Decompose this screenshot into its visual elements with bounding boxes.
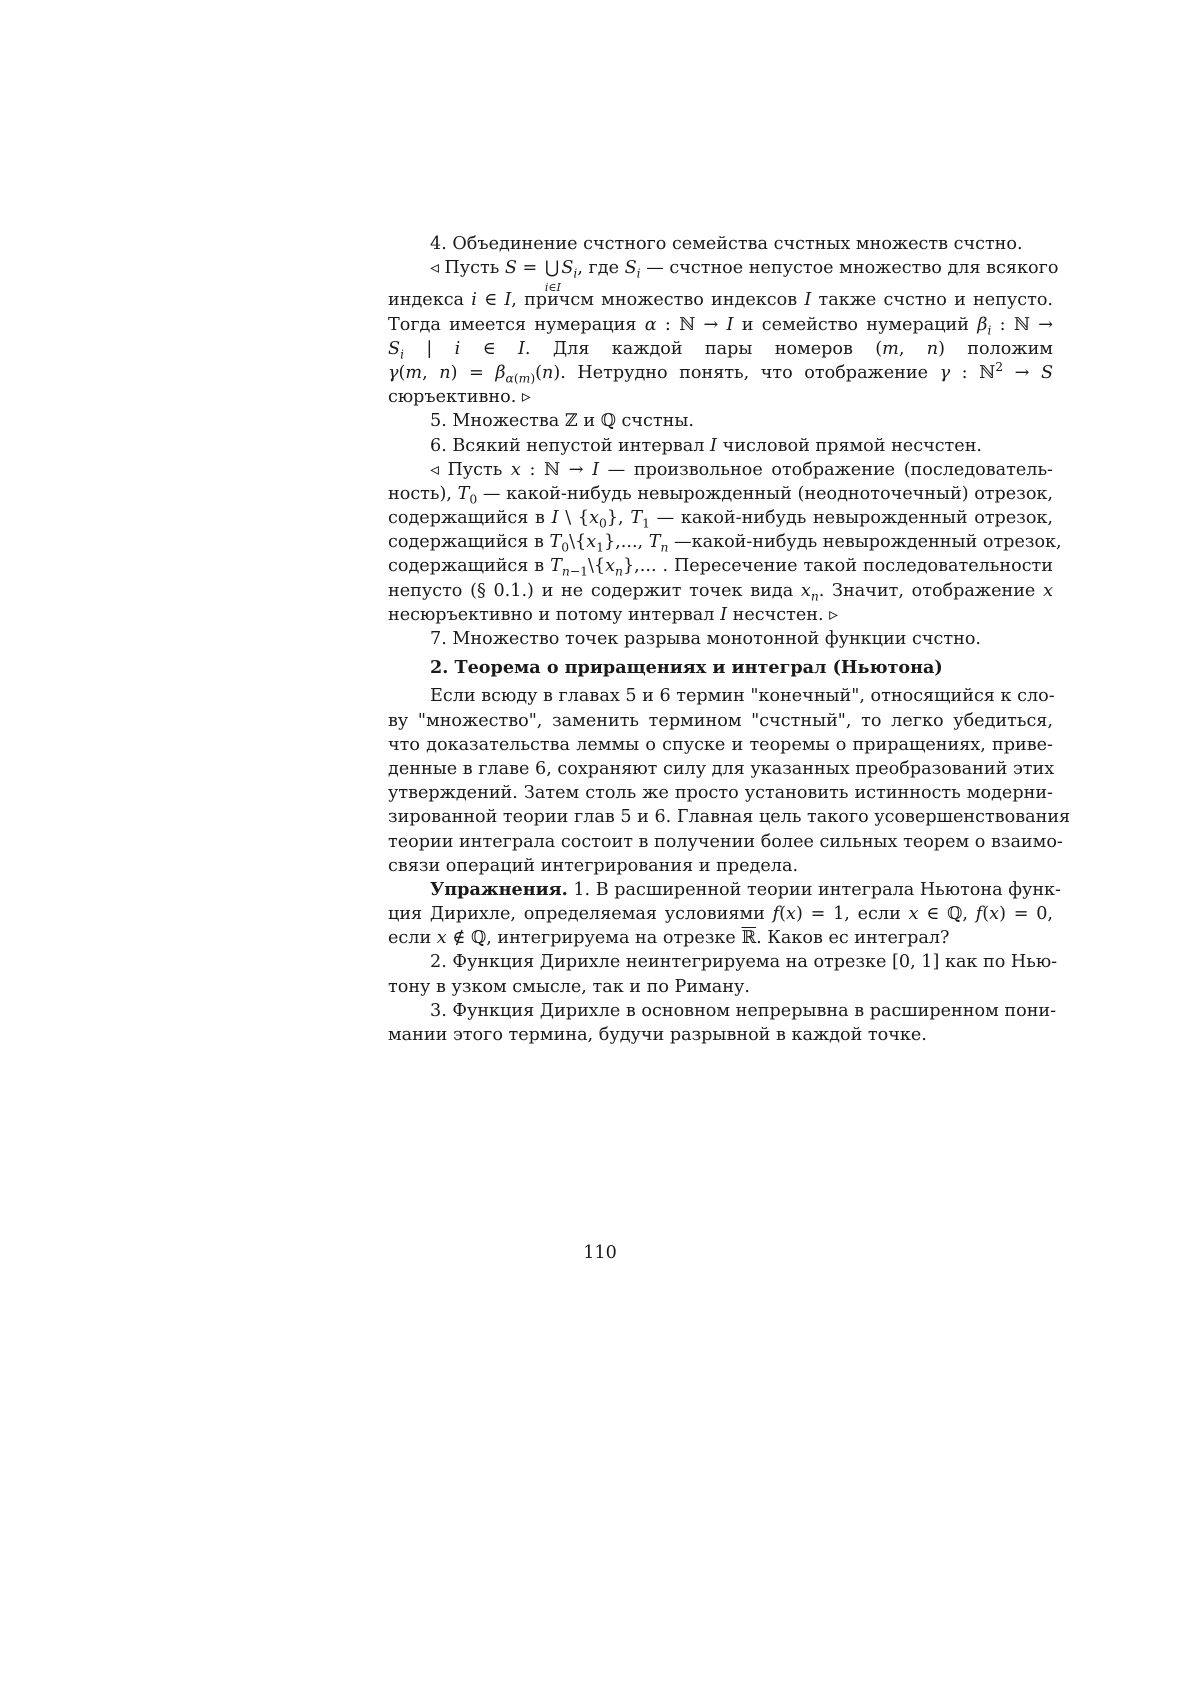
section-para-line-5: утверждений. Затем столь же просто установить истинность модерни- (388, 783, 1053, 804)
exercises-label: Упражнения. (430, 878, 568, 900)
proof-4-line-5: γ(m, $n) = \beta_{\alpha(m)}(n)$. Нетрудно понять, что отображение γ : ℕ$^2$ → S (388, 360, 1053, 386)
proof-6-line-4: содержащийся в $T_0\backslash\{x_1\}$,..., $T_n$ —какой-нибудь невырожденный отрезок, (388, 532, 1062, 555)
union-symbol: ⋃ i∈I (544, 258, 561, 295)
item-6-statement: 6. Всякий непустой интервал I числовой прямой несчстен. (430, 435, 983, 456)
section-para-line-4: денные в главе 6, сохраняют силу для указанных преобразований этих (388, 758, 1055, 779)
proof-6-line-3: содержащийся в I \ $\{x_0\}$, $T_1$ — какой-нибудь невырожденный отрезок, (388, 508, 1054, 531)
section-para-line-1: Если всюду в главах 5 и 6 термин "конечный", относящийся к сло- (430, 686, 1055, 707)
exercise-1-line-1: Упражнения. 1. В расширенной теории интеграла Ньютона функ- (430, 878, 1062, 900)
proof-6-line-5: содержащийся в $T_{n-1}\backslash\{x_n\}$,... . Пересечение такой последовательности (388, 556, 1054, 579)
exercise-1-line-3: если x ∉ ℚ, интегрируема на отрезке ℝ. Каков ес интеграл? (388, 928, 950, 949)
proof-6-line-1: ◃ Пусть x : ℕ → I — произвольное отображение (последователь- (430, 459, 1053, 480)
proof-6-line-7: несюръективно и потому интервал I несчстен. ▹ (388, 604, 838, 625)
proof-6-line-6: непусто (§ 0.1.) и не содержит точек вида $x_n$. Значит, отображение x (388, 580, 1053, 604)
section-para-line-6: зированной теории глав 5 и 6. Главная цель такого усовершенствования (388, 807, 1071, 828)
proof-4-line-2: индекса i ∈ I, причсм множество индексов I также счстно и непусто. (388, 290, 1053, 311)
proof-6-line-2: ность), $T_0$ — какой-нибудь невырожденный (неодноточечный) отрезок, (388, 483, 1053, 507)
page-number: 110 (583, 1243, 617, 1263)
exercise-2-line-2: тону в узком смысле, так и по Риману. (388, 976, 750, 997)
item-5-statement: 5. Множества ℤ и ℚ счстны. (430, 411, 694, 432)
proof-4-line-1: ◃ Пусть S = ⋃ i∈I $S_i$, где $S_i$ — счстное непустое множество для всякого (430, 258, 1059, 295)
section-heading: 2. Теорема о приращениях и интеграл (Ньютона) (430, 657, 943, 679)
section-para-line-7: теории интеграла состоит в получении более сильных теорем о взаимо- (388, 831, 1063, 852)
item-4-statement: 4. Объединение счстного семейства счстных множеств счстно. (430, 234, 1023, 254)
exercise-3-line-2: мании этого термина, будучи разрывной в каждой точке. (388, 1025, 927, 1045)
section-para-line-3: что доказательства леммы о спуске и теоремы о приращениях, приве- (388, 734, 1053, 755)
exercise-2-line-1: 2. Функция Дирихле неинтегрируема на отрезке [0, 1] как по Нью- (430, 952, 1058, 973)
section-para-line-2: ву "множество", заменить термином "счстный", то легко убедиться, (388, 710, 1053, 731)
proof-4-line-3: Тогда имеется нумерация α : ℕ → I и семейство нумераций $\beta_i$ : ℕ → (388, 314, 1054, 338)
exercise-1-line-2: ция Дирихле, определяемая условиями f(x) = 1, если x ∈ ℚ, f(x) = 0, (388, 904, 1053, 925)
page-body (388, 232, 1071, 1047)
proof-4-line-6: сюръективно. ▹ (388, 387, 531, 408)
item-7-statement: 7. Множество точек разрыва монотонной функции счстно. (430, 629, 982, 649)
proof-4-line-4: $S_i$ | i ∈ I. Для каждой пары номеров (m, n) положим (388, 338, 1053, 362)
section-para-line-8: связи операций интегрирования и предела. (388, 855, 799, 876)
exercise-3-line-1: 3. Функция Дирихле в основном непрерывна в расширенном пони- (430, 1000, 1057, 1021)
